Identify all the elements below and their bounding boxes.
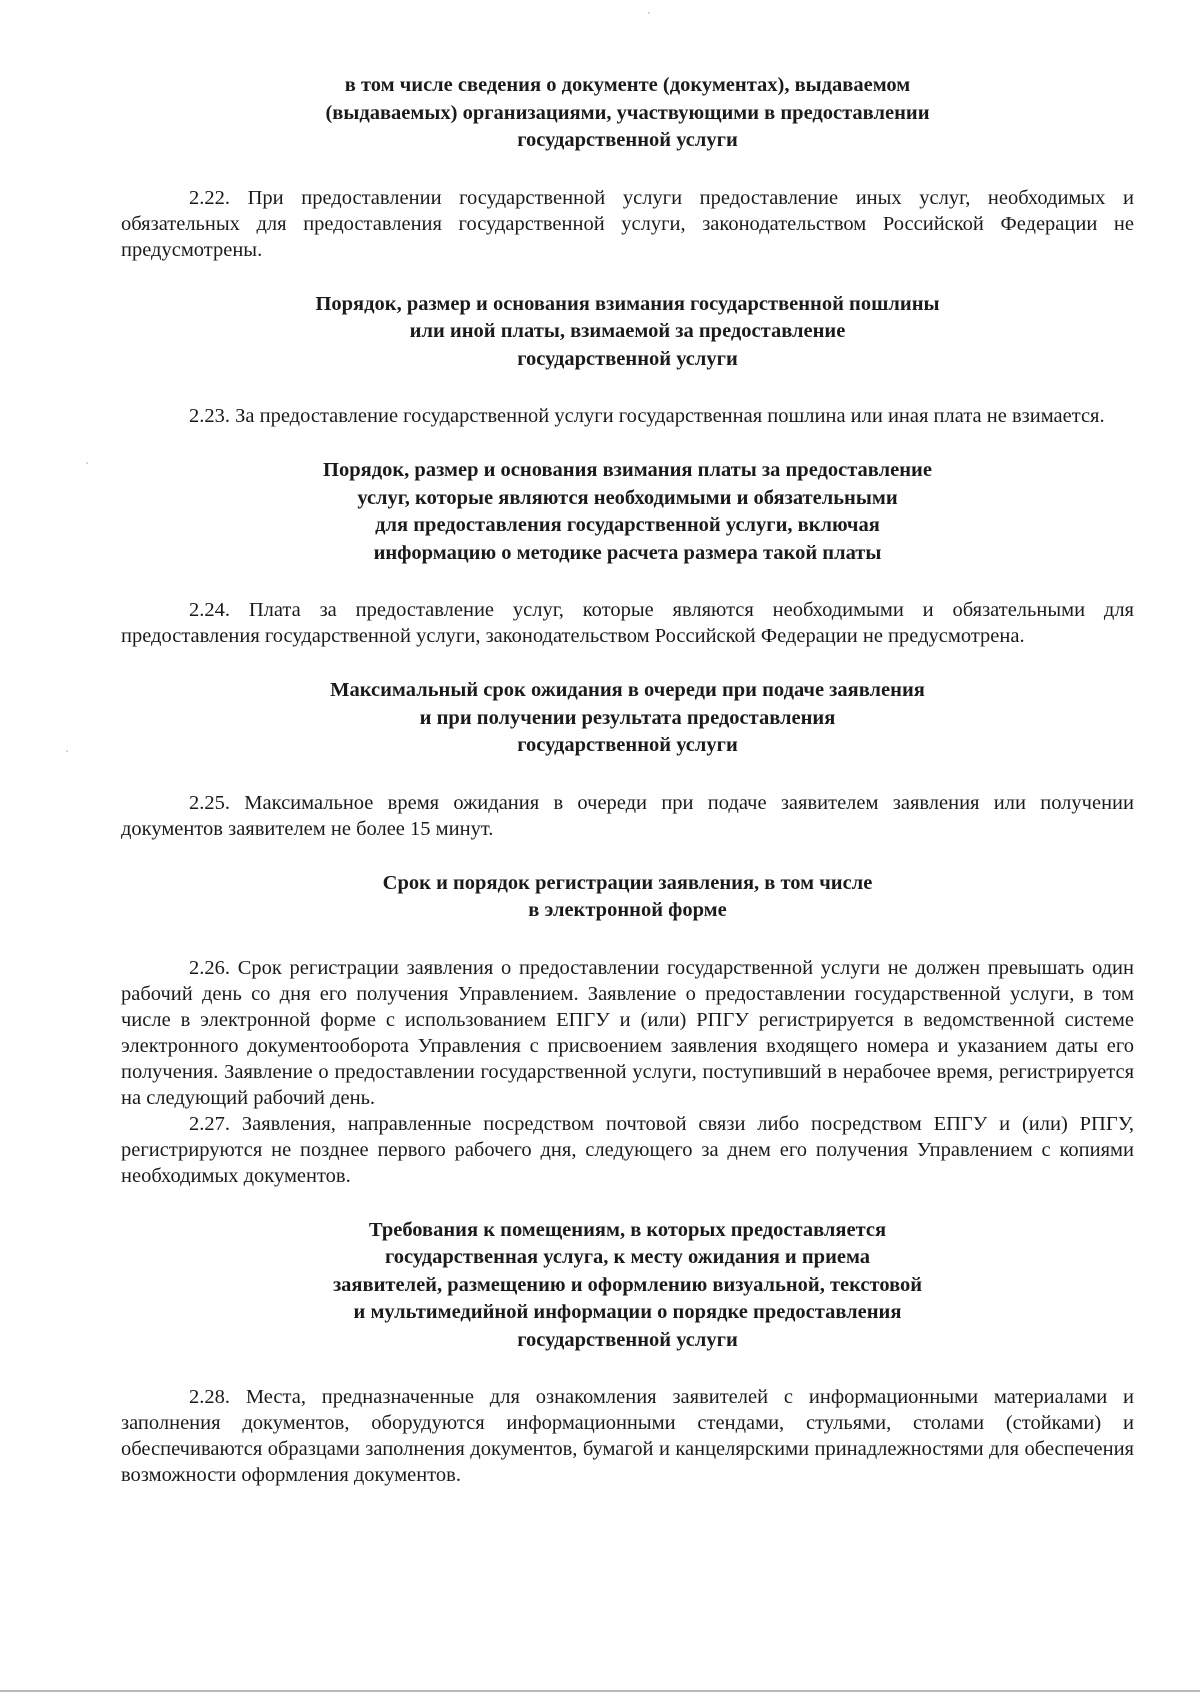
section-heading	[121, 291, 1134, 374]
heading-line: Порядок, размер и основания взимания платы за предоставление	[323, 459, 932, 481]
heading-line: Требования к помещениям, в которых предоставляется	[368, 1218, 887, 1241]
paragraph-2-25: 2.25. Максимальное время ожидания в очереди при подаче заявителем заявления или получении документов заявителем не более 15 минут.	[121, 791, 1134, 840]
heading-line: государственной услуги	[517, 129, 738, 151]
heading-line: для предоставления государственной услуги, включая	[375, 514, 880, 536]
heading-line: государственной услуги	[517, 347, 738, 370]
scan-speck	[648, 12, 650, 14]
paragraph-2-24: 2.24. Плата за предоставление услуг, которые являются необходимыми и обязательными для предоставления государственной услуги, законодательством Российской Федерации не предусмотрена.	[121, 599, 1134, 647]
paragraph-2-22: 2.22. При предоставлении государственной услуги предоставление иных услуг, необходимых и обязательных для предоставления государственной услуги, законодательством Российской Федерации не предусмотрены.	[121, 186, 1134, 261]
heading-line: государственной услуги	[517, 1328, 738, 1351]
heading-line: государственной услуги	[517, 734, 738, 756]
heading-line: в электронной форме	[528, 899, 727, 921]
scan-speck	[86, 462, 88, 464]
heading-line: и при получении результата предоставления	[419, 706, 836, 729]
document-body	[121, 72, 1134, 1488]
heading-line: услуг, которые являются необходимыми и обязательными	[357, 486, 898, 509]
paragraph-2-28: 2.28. Места, предназначенные для ознакомления заявителей с информационными материалами и заполнения документов, оборудуются информационными стендами, стульями, столами (стойками) и обеспечиваются образцами заполнения документов, бумагой и канцелярскими принадлежностями для обеспечения возможности оформления документов.	[121, 1386, 1134, 1486]
heading-line: Срок и порядок регистрации заявления, в том числе	[382, 871, 873, 894]
heading-line: Порядок, размер и основания взимания государственной пошлины	[315, 292, 940, 315]
section-heading	[121, 1217, 1134, 1355]
heading-line: в том числе сведения о документе (документах), выдаваемом	[344, 74, 911, 96]
paragraph-2-27: 2.27. Заявления, направленные посредством почтовой связи либо посредством ЕПГУ и (или) РПГУ, регистрируются не позднее первого рабочего дня, следующего за днем его получения Управлением с копиями необходимых документов.	[121, 1112, 1134, 1187]
heading-line: информацию о методике расчета размера такой платы	[373, 541, 882, 564]
heading-line: или иной платы, взимаемой за предоставление	[409, 320, 846, 342]
heading-line: Максимальный срок ожидания в очереди при подаче заявления	[330, 679, 925, 701]
section-heading	[121, 870, 1134, 925]
section-heading	[121, 677, 1134, 760]
section-heading	[121, 457, 1134, 567]
paragraph-2-26: 2.26. Срок регистрации заявления о предоставлении государственной услуги не должен превышать один рабочий день со дня его получения Управлением. Заявление о предоставлении государственной услуги, в том числе в электронной форме с использованием ЕПГУ и (или) РПГУ регистрируется в ведомственной системе электронного документооборота Управления с присвоением заявления входящего номера и указанием даты его получения. Заявление о предоставлении государственной услуги, поступивший в нерабочее время, регистрируется на следующий рабочий день.	[121, 956, 1134, 1109]
paragraph-2-23: 2.23. За предоставление государственной услуги государственная пошлина или иная плата не взимается.	[189, 405, 1105, 427]
heading-line: государственная услуга, к месту ожидания и приема	[384, 1246, 871, 1268]
heading-line: и мультимедийной информации о порядке предоставления	[353, 1301, 902, 1323]
heading-line: (выдаваемых) организациями, участвующими в предоставлении	[325, 101, 930, 124]
heading-line: заявителей, размещению и оформлению визуальной, текстовой	[332, 1273, 923, 1296]
page-bottom-edge	[0, 1690, 1200, 1692]
scan-speck	[66, 750, 68, 752]
section-heading	[121, 72, 1134, 155]
